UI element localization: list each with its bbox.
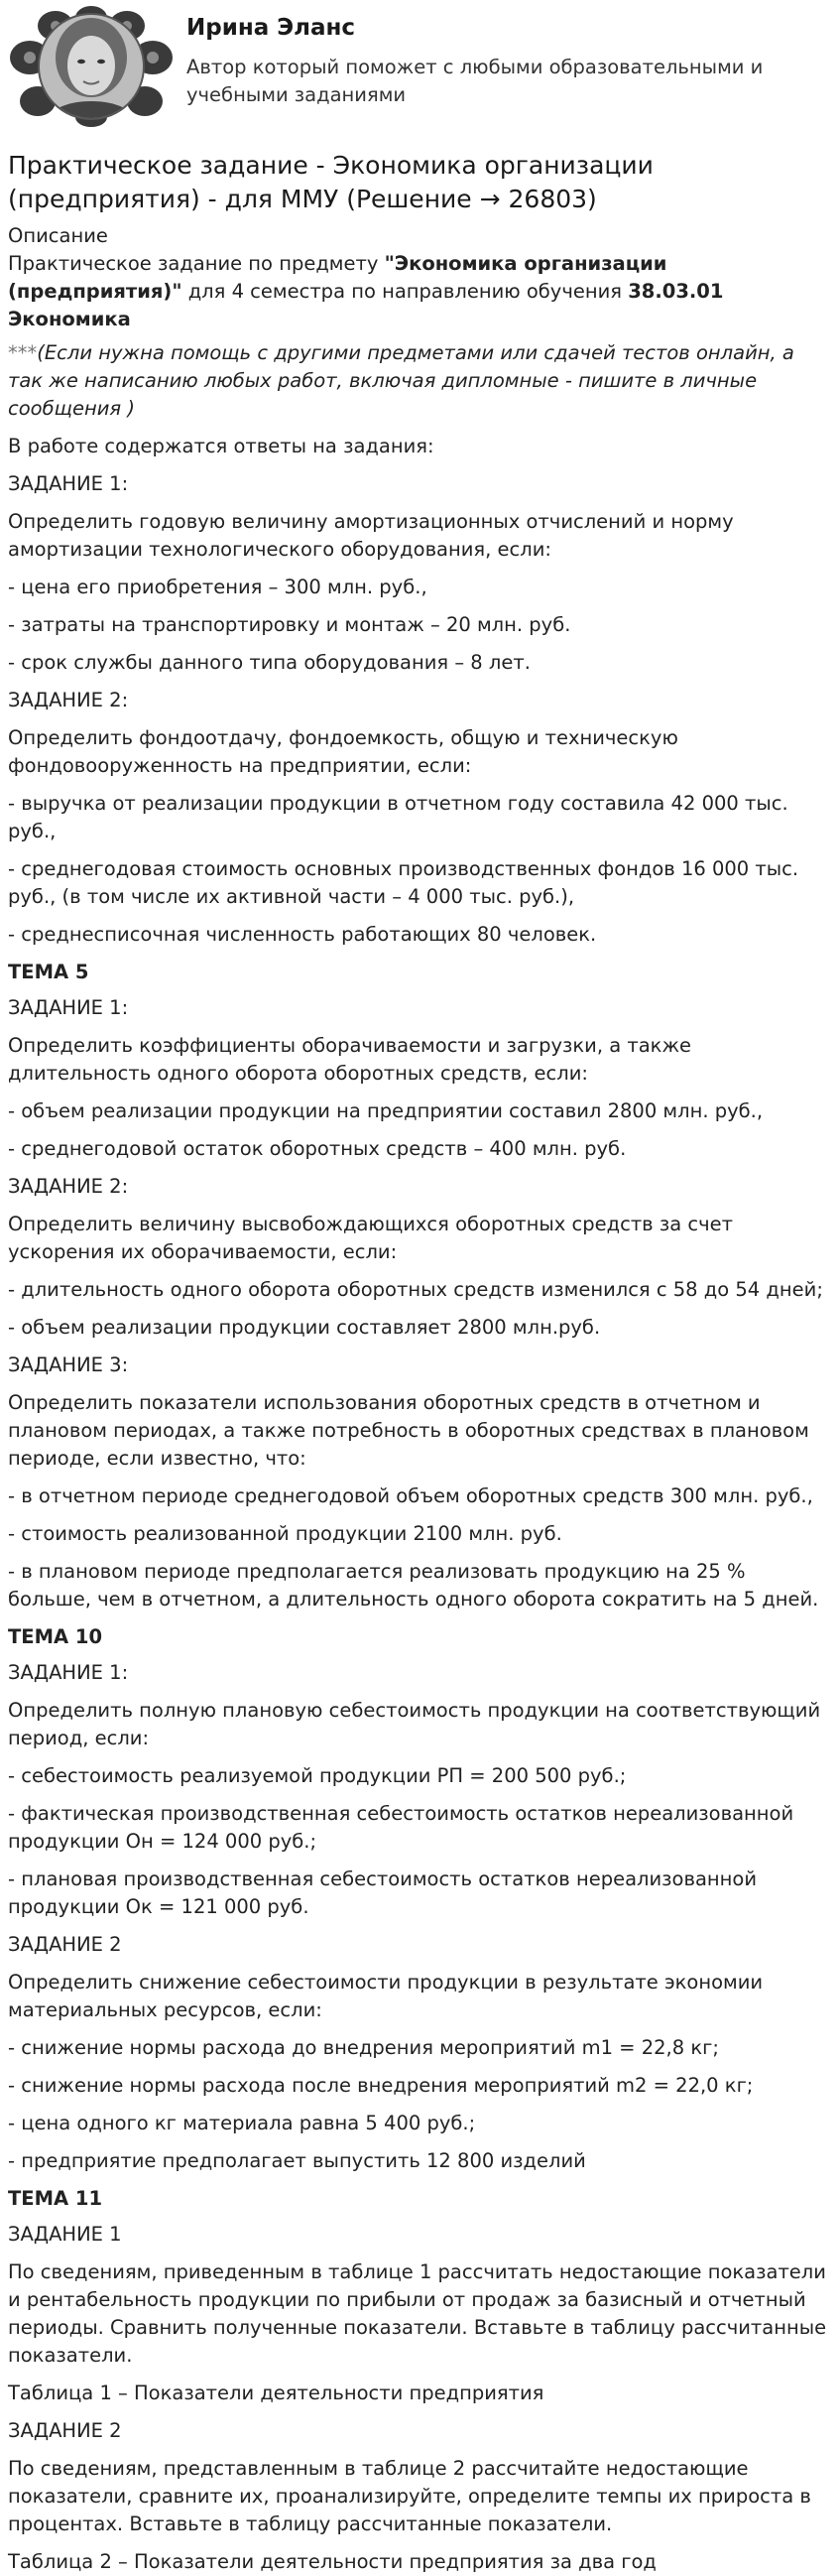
content-paragraph: - в отчетном периоде среднегодовой объем оборотных средств 300 млн. руб., <box>8 1484 813 1507</box>
intro-text-1: Практическое задание по предмету <box>8 252 385 275</box>
content-paragraph: - объем реализации продукции на предприятии составил 2800 млн. руб., <box>8 1099 764 1122</box>
avatar[interactable] <box>8 6 175 127</box>
content-paragraph: ЗАДАНИЕ 1 <box>8 2223 122 2246</box>
content-paragraph: - выручка от реализации продукции в отчетном году составила 42 000 тыс. руб., <box>8 792 788 842</box>
content-paragraph: - снижение нормы расхода после внедрения мероприятий m2 = 22,0 кг; <box>8 2074 754 2097</box>
intro-paragraph <box>8 250 832 333</box>
content-paragraph: ЗАДАНИЕ 2: <box>8 1175 129 1198</box>
content-paragraph: ЗАДАНИЕ 1: <box>8 1661 129 1684</box>
content-paragraph: - объем реализации продукции составляет 2800 млн.руб. <box>8 1316 601 1339</box>
content-paragraph: - среднегодовая стоимость основных производственных фондов 16 000 тыс. руб., (в том числе их активной части – 4 000 тыс. руб.), <box>8 857 799 908</box>
content-paragraph: - затраты на транспортировку и монтаж – 20 млн. руб. <box>8 613 571 636</box>
content-paragraph: - предприятие предполагает выпустить 12 800 изделий <box>8 2149 586 2172</box>
page-title: Практическое задание - Экономика организации (предприятия) - для ММУ (Решение → 26803) <box>8 151 654 213</box>
content-paragraph: - цена одного кг материала равна 5 400 руб.; <box>8 2112 476 2134</box>
content-paragraph: По сведениям, приведенным в таблице 1 рассчитать недостающие показатели и рентабельность продукции по прибыли от продаж за базисный и отчетный периоды. Сравнить полученные показатели. Вставьте в таблицу рассчитанные показатели. <box>8 2260 827 2367</box>
content-paragraph: Определить полную плановую себестоимость продукции на соответствующий период, если: <box>8 1699 821 1749</box>
content-paragraph: Определить величину высвобождающихся оборотных средств за счет ускорения их оборачиваемости, если: <box>8 1213 733 1263</box>
content-paragraph: ЗАДАНИЕ 2: <box>8 689 129 711</box>
content-paragraph: Определить годовую величину амортизационных отчислений и норму амортизации технологического оборудования, если: <box>8 510 734 561</box>
content-paragraph: Определить коэффициенты оборачиваемости и загрузки, а также длительность одного оборота оборотных средств, если: <box>8 1034 692 1085</box>
content-paragraph: - срок службы данного типа оборудования – 8 лет. <box>8 651 531 674</box>
content-paragraph: Определить показатели использования оборотных средств в отчетном и плановом периодах, а также потребность в оборотных средствах в плановом периоде, если известно, что: <box>8 1391 809 1470</box>
avatar-image <box>8 6 175 127</box>
task-content <box>8 470 832 2576</box>
content-paragraph: ЗАДАНИЕ 1: <box>8 472 129 495</box>
content-paragraph: Определить снижение себестоимости продукции в результате экономии материальных ресурсов, если: <box>8 1971 764 2021</box>
note-stars: *** <box>8 341 38 364</box>
content-paragraph: Определить фондоотдачу, фондоемкость, общую и техническую фондовооруженность на предприятии, если: <box>8 726 678 777</box>
intro-direction: 38.03.01 Экономика <box>8 280 724 330</box>
intro-text-2: для 4 семестра по направлению обучения <box>181 280 629 303</box>
content-paragraph: - стоимость реализованной продукции 2100 млн. руб. <box>8 1522 562 1545</box>
content-paragraph: Таблица 2 – Показатели деятельности предприятия за два год <box>8 2550 657 2573</box>
author-description: Автор который поможет с любыми образовательными и учебными заданиями <box>186 56 764 106</box>
content-paragraph: ЗАДАНИЕ 3: <box>8 1353 129 1376</box>
content-paragraph: - среднесписочная численность работающих 80 человек. <box>8 923 597 946</box>
content-paragraph: - плановая производственная себестоимость остатков нереализованной продукции Ок = 121 000 руб. <box>8 1868 758 1918</box>
content-paragraph: ЗАДАНИЕ 2 <box>8 1933 122 1956</box>
content-paragraph: - снижение нормы расхода до внедрения мероприятий m1 = 22,8 кг; <box>8 2036 719 2059</box>
author-header <box>8 0 832 133</box>
author-info <box>175 6 781 109</box>
note-text: (Если нужна помощь с другими предметами или сдачей тестов онлайн, а так же написанию любых работ, включая дипломные - пишите в личные сообщения ) <box>8 341 794 420</box>
intro-subject: "Экономика организации (предприятия)" <box>8 252 667 303</box>
author-name[interactable]: Ирина Эланс <box>186 15 356 41</box>
content-paragraph: - среднегодовой остаток оборотных средств – 400 млн. руб. <box>8 1137 627 1160</box>
theme-heading: ТЕМА 10 <box>8 1625 103 1648</box>
theme-heading: ТЕМА 5 <box>8 961 89 983</box>
description-label: Описание <box>8 224 108 247</box>
content-paragraph: ЗАДАНИЕ 1: <box>8 996 129 1019</box>
theme-heading: ТЕМА 11 <box>8 2187 103 2210</box>
content-paragraph: ЗАДАНИЕ 2 <box>8 2419 122 2442</box>
content-paragraph: - длительность одного оборота оборотных средств изменился с 58 до 54 дней; <box>8 1278 823 1301</box>
content-paragraph: По сведениям, представленным в таблице 2 рассчитайте недостающие показатели, сравните их, проанализируйте, определите темпы их прироста в процентах. Вставьте в таблицу рассчитанные показатели. <box>8 2457 811 2535</box>
content-paragraph: - фактическая производственная себестоимость остатков нереализованной продукции Он = 124 000 руб.; <box>8 1802 794 1853</box>
contains-line: В работе содержатся ответы на задания: <box>8 435 434 457</box>
content-paragraph: - в плановом периоде предполагается реализовать продукцию на 25 % больше, чем в отчетном, а длительность одного оборота сократить на 5 дней. <box>8 1560 819 1610</box>
content-paragraph: - себестоимость реализуемой продукции РП = 200 500 руб.; <box>8 1764 627 1787</box>
note-paragraph <box>8 339 832 423</box>
content-paragraph: Таблица 1 – Показатели деятельности предприятия <box>8 2382 544 2404</box>
content-paragraph: - цена его приобретения – 300 млн. руб., <box>8 576 427 598</box>
